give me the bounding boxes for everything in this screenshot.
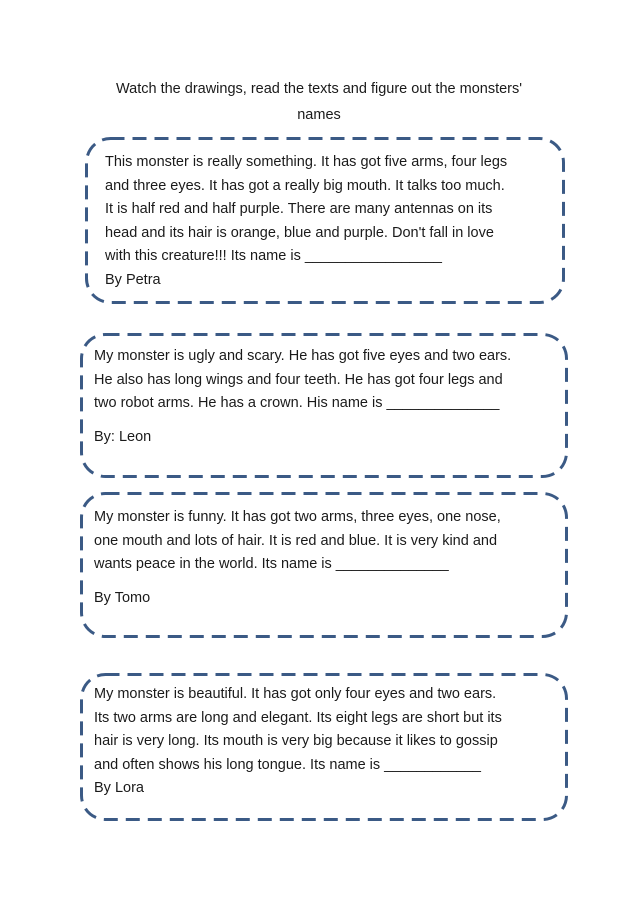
description-line: and three eyes. It has got a really big mouth. It talks too much. xyxy=(105,177,505,194)
description-line: wants peace in the world. Its name is ______________ xyxy=(94,556,449,572)
card-text xyxy=(94,683,502,801)
monster-card-tomo xyxy=(80,492,568,638)
card-text xyxy=(105,151,507,292)
monster-card-petra xyxy=(85,137,565,304)
worksheet-title xyxy=(80,76,558,128)
title-line: Watch the drawings, read the texts and figure out the monsters' xyxy=(115,81,523,97)
description-line: It is half red and half purple. There are many antennas on its xyxy=(105,201,493,217)
monster-card-lora xyxy=(80,673,568,821)
description-line: two robot arms. He has a crown. His name is ______________ xyxy=(94,395,500,411)
description-line: My monster is funny. It has got two arms, three eyes, one nose, xyxy=(94,509,501,525)
card-text xyxy=(94,345,511,449)
author-label: By Petra xyxy=(105,271,161,288)
description-line: Its two arms are long and elegant. Its eight legs are short but its xyxy=(94,709,502,726)
description-line: and often shows his long tongue. Its name is ____________ xyxy=(94,756,481,773)
author-label: By: Leon xyxy=(94,428,152,445)
description-line: one mouth and lots of hair. It is red and blue. It is very kind and xyxy=(94,532,498,549)
title-line: names xyxy=(297,107,341,123)
card-text xyxy=(94,506,501,610)
description-line: head and its hair is orange, blue and purple. Don't fall in love xyxy=(105,224,494,241)
description-line: My monster is beautiful. It has got only four eyes and two ears. xyxy=(94,686,497,702)
monster-card-leon xyxy=(80,333,568,478)
author-label: By Tomo xyxy=(94,589,151,606)
author-label: By Lora xyxy=(94,780,144,796)
description-line: My monster is ugly and scary. He has got five eyes and two ears. xyxy=(94,348,512,364)
description-line: hair is very long. Its mouth is very big because it likes to gossip xyxy=(94,733,498,749)
description-line: with this creature!!! Its name is _________________ xyxy=(105,248,442,264)
description-line: He also has long wings and four teeth. He has got four legs and xyxy=(94,371,503,388)
description-line: This monster is really something. It has got five arms, four legs xyxy=(105,154,508,170)
